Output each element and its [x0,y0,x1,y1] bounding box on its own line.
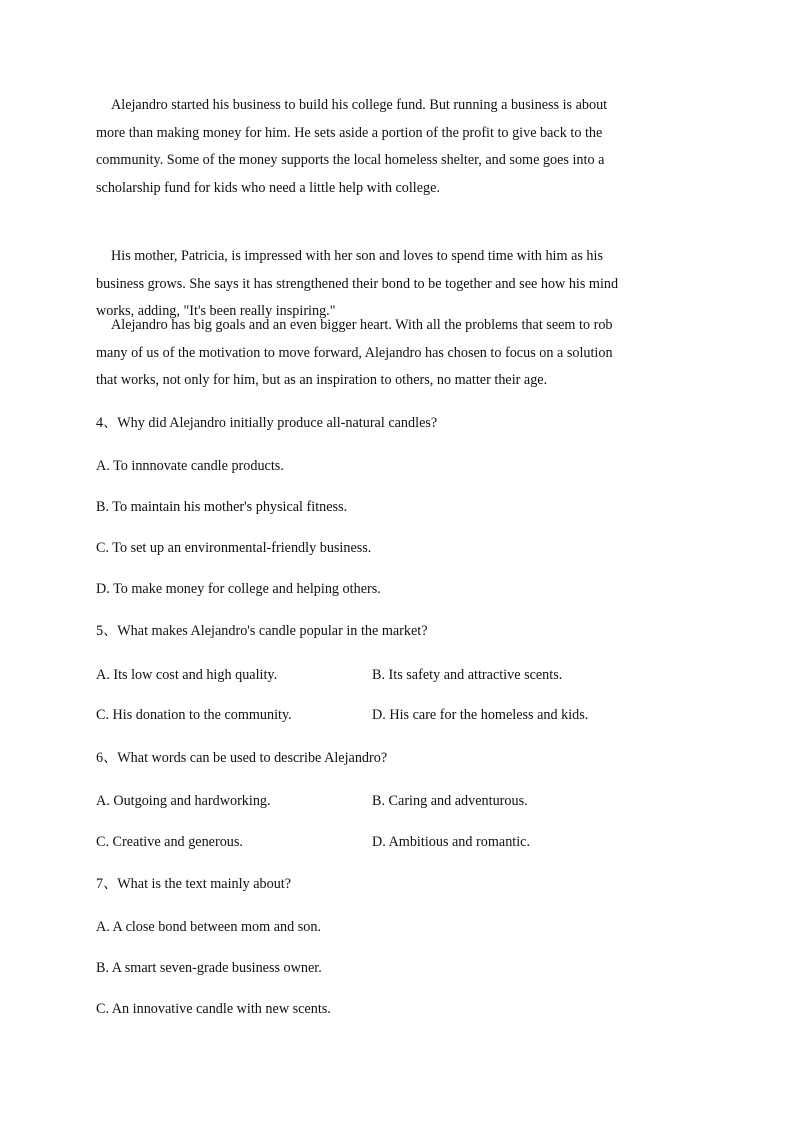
paragraph-line: business grows. She says it has strengthened their bond to be together and see how his mind [96,275,619,292]
question-5-option-b: B. Its safety and attractive scents. [372,667,563,683]
question-4-stem: 4、Why did Alejandro initially produce all-natural candles? [96,415,438,431]
question-4-option-c: C. To set up an environmental-friendly business. [96,540,372,556]
paragraph-line: that works, not only for him, but as an inspiration to others, no matter their age. [96,372,548,388]
question-4-option-a: A. To innnovate candle products. [96,458,284,474]
paragraph-line: community. Some of the money supports the local homeless shelter, and some goes into a [96,152,605,168]
question-5-stem: 5、What makes Alejandro's candle popular in the market? [96,623,428,639]
question-6-option-a: A. Outgoing and hardworking. [96,793,271,809]
paragraph-line: Alejandro has big goals and an even bigger heart. With all the problems that seem to rob [111,317,613,333]
question-7-option-b: B. A smart seven-grade business owner. [96,960,322,976]
question-7-option-c: C. An innovative candle with new scents. [96,1001,331,1017]
passage-paragraph-1 [96,92,696,202]
passage-paragraph-3 [96,312,696,395]
paragraph-line: more than making money for him. He sets aside a portion of the profit to give back to the [96,124,603,141]
question-7-stem: 7、What is the text mainly about? [96,876,292,892]
question-4-option-d: D. To make money for college and helping others. [96,581,381,597]
question-5-option-a: A. Its low cost and high quality. [96,667,278,683]
question-5-option-c: C. His donation to the community. [96,707,292,723]
question-4-option-b: B. To maintain his mother's physical fitness. [96,499,348,515]
question-6-option-c: C. Creative and generous. [96,834,243,850]
question-6-option-b: B. Caring and adventurous. [372,793,528,809]
paragraph-line: many of us of the motivation to move forward, Alejandro has chosen to focus on a solution [96,344,613,361]
paragraph-line: Alejandro started his business to build his college fund. But running a business is about [111,97,608,113]
question-5-option-d: D. His care for the homeless and kids. [372,707,589,723]
question-6-option-d: D. Ambitious and romantic. [372,834,531,850]
paragraph-line: works, adding, "It's been really inspiring." [96,303,336,319]
question-7-option-a: A. A close bond between mom and son. [96,919,321,935]
paragraph-line: His mother, Patricia, is impressed with her son and loves to spend time with him as his [111,248,603,264]
question-6-stem: 6、What words can be used to describe Alejandro? [96,750,388,766]
paragraph-line: scholarship fund for kids who need a little help with college. [96,179,440,196]
